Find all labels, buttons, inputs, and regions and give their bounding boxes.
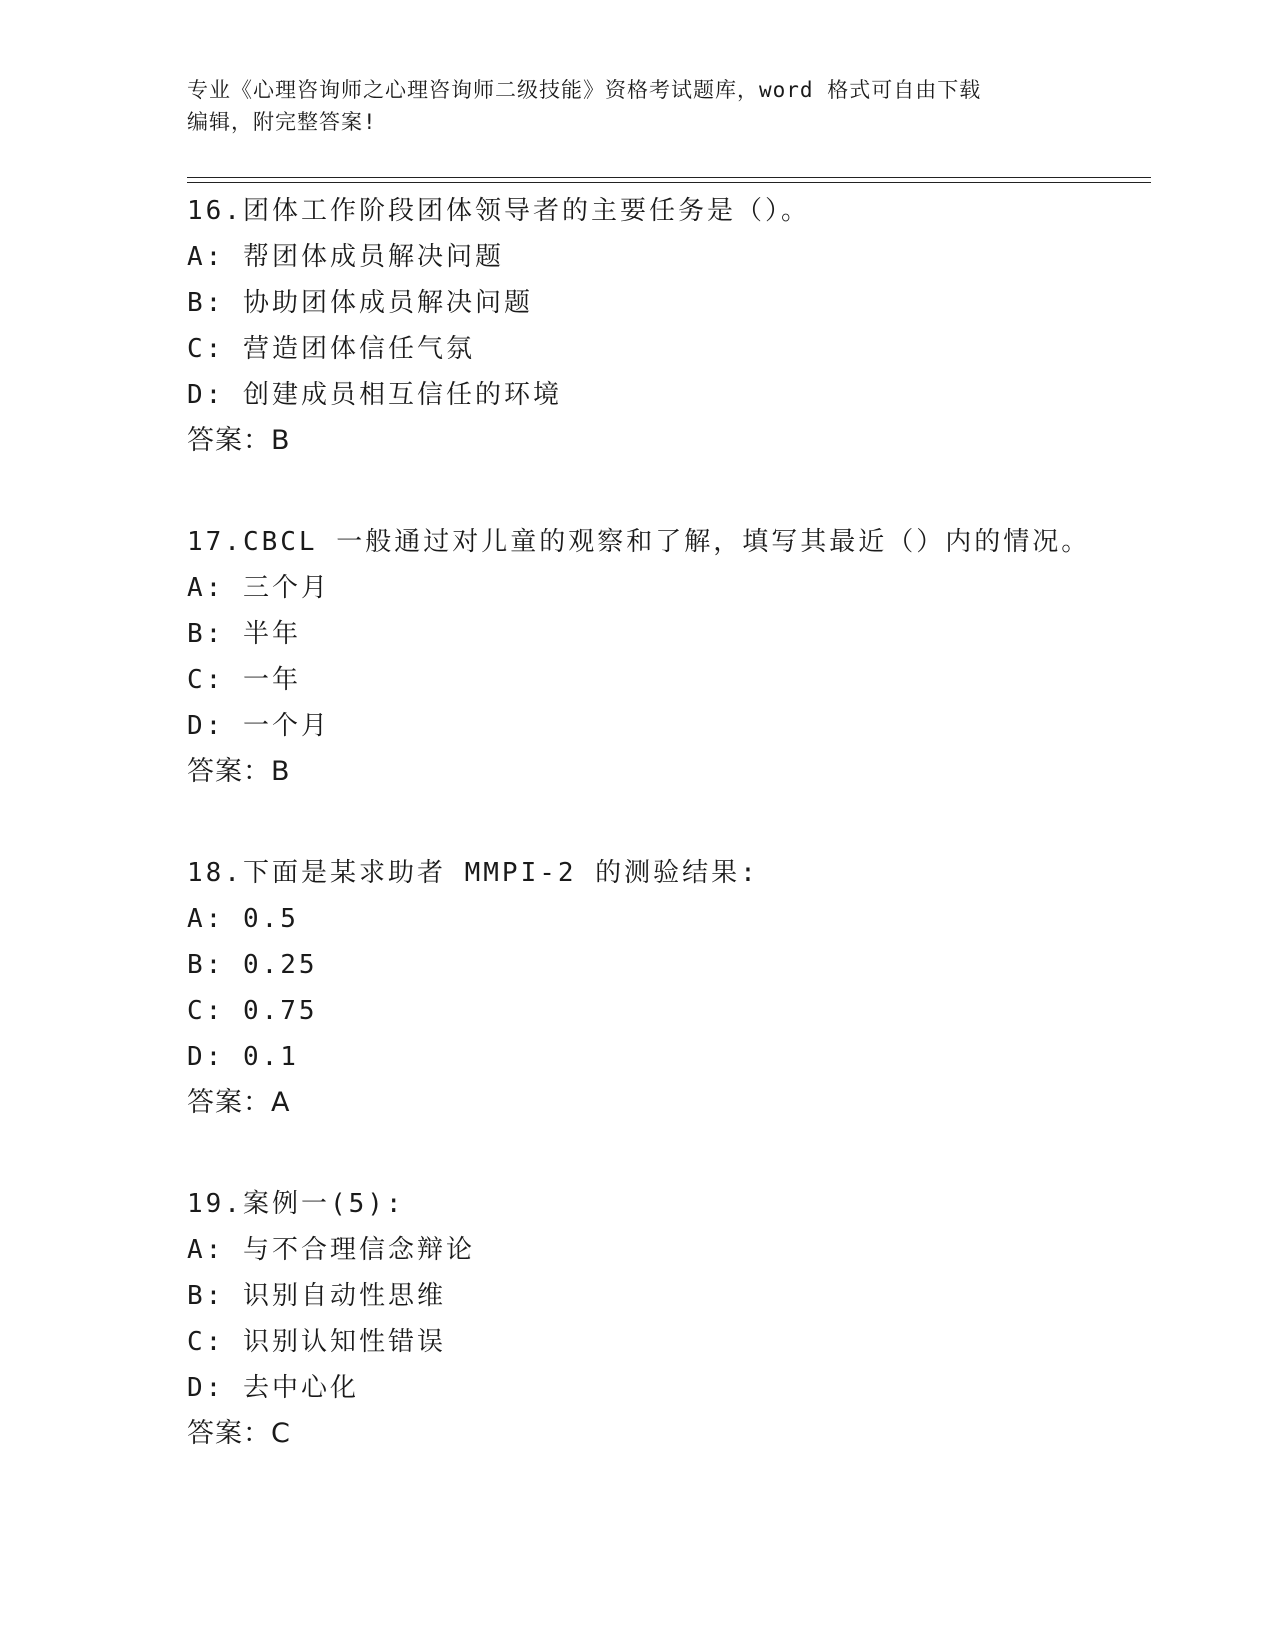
option-c: C: 一年 <box>187 665 301 695</box>
option-b: B: 识别自动性思维 <box>187 1281 446 1311</box>
option-d: D: 去中心化 <box>187 1373 359 1403</box>
option-c: C: 营造团体信任气氛 <box>187 334 475 364</box>
question-16 <box>187 188 1147 464</box>
answer-label: 答案：C <box>187 1418 291 1449</box>
header-line-1: 专业《心理咨询师之心理咨询师二级技能》资格考试题库，word 格式可自由下载 <box>187 78 982 102</box>
option-a: A: 与不合理信念辩论 <box>187 1235 475 1265</box>
option-c: C: 0.75 <box>187 996 318 1026</box>
question-17 <box>187 519 1147 795</box>
option-c: C: 识别认知性错误 <box>187 1327 446 1357</box>
header-line-2: 编辑，附完整答案! <box>187 110 377 134</box>
double-rule-top <box>187 177 1151 178</box>
option-b: B: 半年 <box>187 619 301 649</box>
option-d: D: 一个月 <box>187 711 330 741</box>
answer-label: 答案：B <box>187 756 291 787</box>
question-stem: 18.下面是某求助者 MMPI-2 的测验结果: <box>187 858 759 888</box>
option-a: A: 三个月 <box>187 573 330 603</box>
option-a: A: 0.5 <box>187 904 299 934</box>
question-list <box>187 188 1147 1512</box>
option-d: D: 0.1 <box>187 1042 299 1072</box>
question-19 <box>187 1181 1147 1457</box>
question-stem: 17.CBCL 一般通过对儿童的观察和了解，填写其最近（）内的情况。 <box>187 527 1091 557</box>
answer-label: 答案：B <box>187 425 291 456</box>
question-stem: 19.案例一(5): <box>187 1189 405 1219</box>
document-header-note <box>187 74 1087 138</box>
question-stem: 16.团体工作阶段团体领导者的主要任务是（）。 <box>187 196 810 226</box>
double-rule-bottom <box>187 182 1151 183</box>
option-d: D: 创建成员相互信任的环境 <box>187 380 562 410</box>
option-b: B: 协助团体成员解决问题 <box>187 288 533 318</box>
answer-label: 答案：A <box>187 1087 291 1118</box>
question-18 <box>187 850 1147 1126</box>
option-b: B: 0.25 <box>187 950 318 980</box>
option-a: A: 帮团体成员解决问题 <box>187 242 504 272</box>
